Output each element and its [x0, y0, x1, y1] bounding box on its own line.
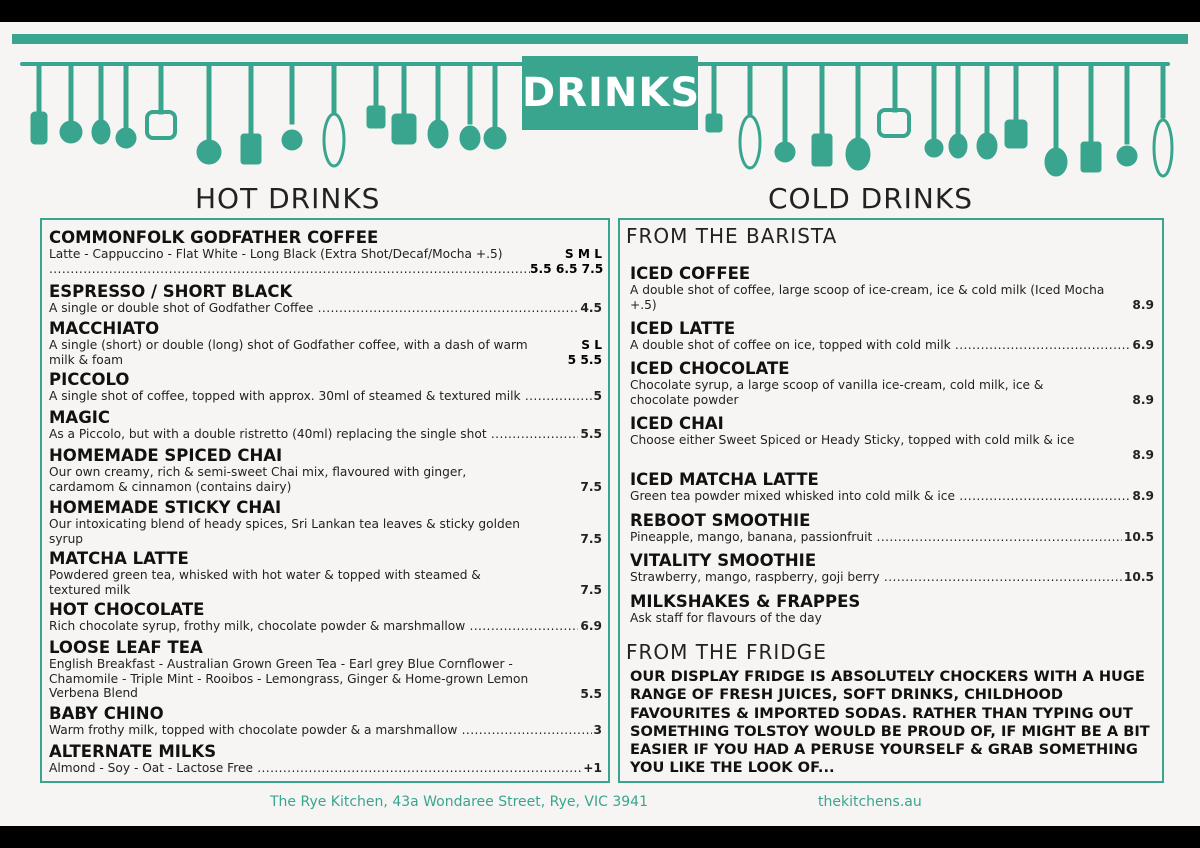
- menu-item: [49, 282, 602, 316]
- grater-icon: [1117, 64, 1137, 166]
- item-description: A single or double shot of Godfather Coffee: [49, 301, 314, 315]
- menu-item: [49, 446, 602, 494]
- slotted-spatula-icon: [241, 64, 261, 164]
- ladle-icon: [1045, 64, 1067, 176]
- item-description: Choose either Sweet Spiced or Heady Sticky, topped with cold milk & ice: [630, 433, 1075, 447]
- item-price: 6.9: [580, 619, 602, 633]
- item-price: 5.5 6.5 7.5: [530, 261, 604, 276]
- spatula-icon: [31, 64, 47, 144]
- item-name: HOT CHOCOLATE: [49, 600, 205, 619]
- item-name: HOMEMADE STICKY CHAI: [49, 498, 282, 517]
- menu-item: [49, 549, 602, 597]
- size-labels: S L: [581, 338, 602, 352]
- item-description: Latte - Cappuccino - Flat White - Long Black (Extra Shot/Decaf/Mocha +.5): [49, 247, 503, 261]
- menu-item: [49, 319, 602, 367]
- item-description: Rich chocolate syrup, frothy milk, chocolate powder & marshmallow: [49, 619, 466, 633]
- whisk-icon: [282, 64, 302, 150]
- ladle-icon: [116, 64, 136, 148]
- menu-item: [49, 600, 602, 634]
- menu-item: [630, 551, 1154, 585]
- menu-item: [49, 742, 602, 776]
- spoon-icon: [460, 64, 480, 150]
- item-description: Powdered green tea, whisked with hot water & topped with steamed & textured milk: [49, 568, 481, 597]
- menu-item: [630, 319, 1154, 353]
- item-description: English Breakfast - Australian Grown Green Tea - Earl grey Blue Cornflower - Chamomile - Triple Mint - Rooibos - Lemongrass, Ginger & Home-grown Lemon Verbena Blend: [49, 657, 529, 700]
- item-price: 5.5: [580, 427, 602, 441]
- item-name: HOMEMADE SPICED CHAI: [49, 446, 283, 465]
- footer-address: The Rye Kitchen, 43a Wondaree Street, Rye, VIC 3941: [270, 794, 648, 810]
- fork-icon: [1081, 64, 1101, 172]
- item-name: ICED COFFEE: [630, 264, 751, 283]
- menu-item: [630, 511, 1154, 545]
- menu-item: [630, 359, 1154, 407]
- item-name: COMMONFOLK GODFATHER COFFEE: [49, 228, 379, 247]
- menu-item: [49, 704, 602, 738]
- item-description: Our own creamy, rich & semi-sweet Chai mix, flavoured with ginger, cardamom & cinnamon (contains dairy): [49, 465, 467, 494]
- item-price: 6.9: [1132, 338, 1154, 352]
- item-description: A double shot of coffee on ice, topped with cold milk: [630, 338, 951, 352]
- item-price: 8.9: [1132, 297, 1154, 312]
- ladle-icon: [197, 64, 221, 164]
- hot-drinks-heading: HOT DRINKS: [195, 182, 381, 215]
- masher-icon: [147, 64, 175, 138]
- item-description: Strawberry, mango, raspberry, goji berry: [630, 570, 880, 584]
- footer-website: thekitchens.au: [818, 794, 922, 810]
- spoon-icon: [92, 64, 110, 144]
- item-price: 7.5: [580, 531, 602, 546]
- item-name: REBOOT SMOOTHIE: [630, 511, 811, 530]
- from-the-fridge-heading: FROM THE FRIDGE: [626, 640, 827, 664]
- item-description: Ask staff for flavours of the day: [630, 611, 822, 625]
- spoon-icon: [925, 64, 943, 157]
- menu-item: [630, 414, 1154, 462]
- item-name: ICED CHAI: [630, 414, 724, 433]
- item-description: A double shot of coffee, large scoop of ice-cream, ice & cold milk (Iced Mocha +.5): [630, 283, 1105, 312]
- spoon-icon: [977, 64, 997, 159]
- spoon-icon: [949, 64, 967, 158]
- item-name: ALTERNATE MILKS: [49, 742, 217, 761]
- menu-title: DRINKS: [522, 56, 698, 130]
- item-description: Green tea powder mixed whisked into cold milk & ice: [630, 489, 955, 503]
- spatula-icon: [706, 64, 722, 132]
- menu-page: [0, 22, 1200, 826]
- item-price: 10.5: [1123, 530, 1154, 544]
- menu-item: [49, 370, 602, 404]
- item-price: 7.5: [580, 582, 602, 597]
- ladle-icon: [60, 64, 82, 143]
- whisk-icon: [324, 64, 344, 166]
- item-name: MILKSHAKES & FRAPPES: [630, 592, 861, 611]
- item-name: MATCHA LATTE: [49, 549, 189, 568]
- cold-drinks-panel: [618, 218, 1164, 783]
- item-price: 3: [593, 723, 602, 737]
- item-description: Our intoxicating blend of heady spices, Sri Lankan tea leaves & sticky golden syrup: [49, 517, 520, 546]
- item-description: Warm frothy milk, topped with chocolate powder & a marshmallow: [49, 723, 458, 737]
- size-labels: S M L: [564, 247, 602, 261]
- menu-item: [630, 264, 1154, 312]
- slotted-spatula-icon: [392, 64, 416, 144]
- item-price: +1: [583, 761, 602, 775]
- menu-item: [630, 470, 1154, 504]
- from-the-barista-heading: FROM THE BARISTA: [626, 224, 838, 248]
- item-name: BABY CHINO: [49, 704, 164, 723]
- item-name: ICED MATCHA LATTE: [630, 470, 819, 489]
- item-description: A single shot of coffee, topped with approx. 30ml of steamed & textured milk: [49, 389, 521, 403]
- item-name: MACCHIATO: [49, 319, 160, 338]
- slotted-spatula-icon: [1005, 64, 1027, 148]
- fork-icon: [812, 64, 832, 166]
- grater-icon: [775, 64, 795, 162]
- item-price: 5.5: [580, 686, 602, 701]
- item-price: 8.9: [1132, 392, 1154, 407]
- spatula-icon: [367, 64, 385, 128]
- item-price: 10.5: [1123, 570, 1154, 584]
- ladle-icon: [846, 64, 870, 170]
- menu-item: [630, 592, 1154, 626]
- hot-drinks-panel: [40, 218, 610, 783]
- item-price: 7.5: [580, 479, 602, 494]
- item-name: ESPRESSO / SHORT BLACK: [49, 282, 293, 301]
- item-description: A single (short) or double (long) shot of Godfather coffee, with a dash of warm milk & foam: [49, 338, 528, 367]
- menu-item: [49, 408, 602, 442]
- item-name: PICCOLO: [49, 370, 130, 389]
- menu-item: [49, 228, 602, 276]
- item-description: As a Piccolo, but with a double ristretto (40ml) replacing the single shot: [49, 427, 487, 441]
- item-description: Almond - Soy - Oat - Lactose Free: [49, 761, 253, 775]
- item-name: VITALITY SMOOTHIE: [630, 551, 817, 570]
- ladle-icon: [484, 64, 506, 149]
- item-description: Pineapple, mango, banana, passionfruit: [630, 530, 873, 544]
- item-price: 5: [593, 389, 602, 403]
- item-price: 4.5: [580, 301, 602, 315]
- item-price: 5 5.5: [567, 352, 602, 367]
- item-price: 8.9: [1132, 447, 1154, 462]
- item-name: ICED LATTE: [630, 319, 736, 338]
- menu-item: [49, 638, 602, 701]
- item-description: Chocolate syrup, a large scoop of vanilla ice-cream, cold milk, ice & chocolate powder: [630, 378, 1044, 407]
- whisk-icon: [1154, 64, 1172, 176]
- item-name: MAGIC: [49, 408, 110, 427]
- item-price: 8.9: [1132, 489, 1154, 503]
- cold-drinks-heading: COLD DRINKS: [768, 182, 974, 215]
- spoon-icon: [428, 64, 448, 148]
- fridge-description: OUR DISPLAY FRIDGE IS ABSOLUTELY CHOCKERS WITH A HUGE RANGE OF FRESH JUICES, SOFT DRINKS, CHILDHOOD FAVOURITES & IMPORTED SODAS. RATHER THAN TYPING OUT SOMETHING TOLSTOY WOULD BE PROUD OF, IF MIGHT BE A BIT EASIER IF YOU HAD A PERUSE YOURSELF & GRAB SOMETHING YOU LIKE THE LOOK OF...: [630, 668, 1150, 777]
- item-name: LOOSE LEAF TEA: [49, 638, 203, 657]
- whisk-icon: [740, 64, 760, 168]
- item-name: ICED CHOCOLATE: [630, 359, 790, 378]
- menu-item: [49, 498, 602, 546]
- masher-icon: [879, 64, 909, 136]
